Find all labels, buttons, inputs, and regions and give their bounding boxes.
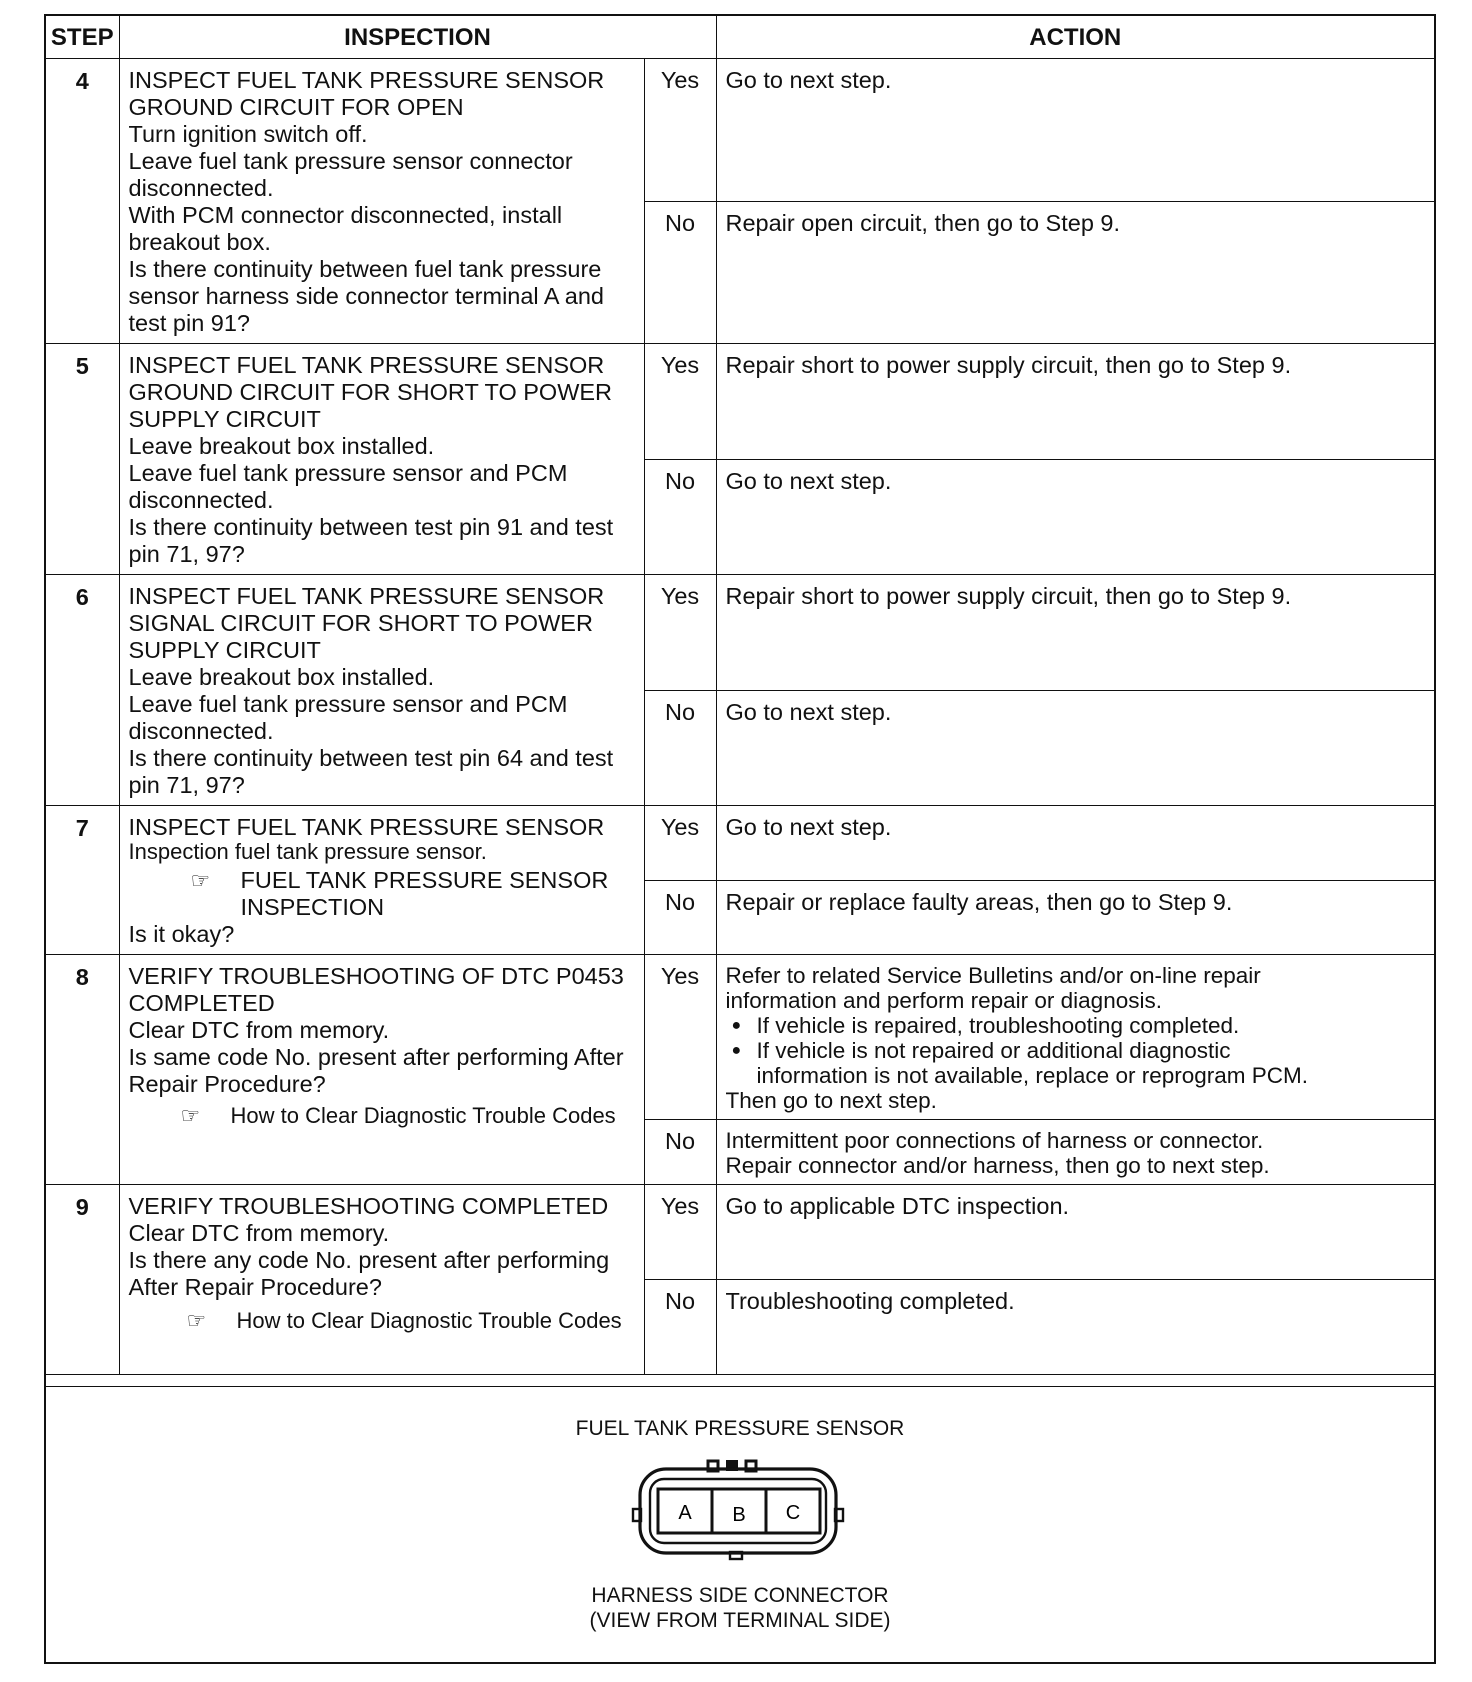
inspection-cell — [119, 59, 644, 344]
yes-label: Yes — [644, 806, 716, 881]
header-inspection: INSPECTION — [119, 16, 716, 59]
inspection-text: Turn ignition switch off. — [128, 121, 368, 147]
inspection-cell — [119, 344, 644, 575]
troubleshooting-sheet — [44, 14, 1436, 1664]
yes-label: Yes — [644, 59, 716, 202]
connector-figure — [46, 1386, 1434, 1663]
inspection-title: COMPLETED — [128, 990, 275, 1016]
inspection-title: VERIFY TROUBLESHOOTING OF DTC P0453 — [128, 963, 624, 989]
inspection-cell — [119, 955, 644, 1185]
step-number: 7 — [46, 806, 119, 955]
no-label: No — [644, 880, 716, 955]
inspection-title: INSPECT FUEL TANK PRESSURE SENSOR — [128, 67, 605, 93]
inspection-title: SUPPLY CIRCUIT — [128, 637, 321, 663]
table-row — [46, 1185, 1434, 1280]
bullet-text: ● If vehicle is not repaired or additional diagnostic — [756, 1038, 1231, 1063]
table-header-row — [46, 16, 1434, 59]
step-number: 6 — [46, 575, 119, 806]
no-action — [716, 1120, 1434, 1185]
inspection-text: sensor harness side connector terminal A and — [128, 283, 604, 309]
inspection-text: Is there continuity between fuel tank pressure — [128, 256, 602, 282]
step-number: 5 — [46, 344, 119, 575]
no-action: Go to next step. — [716, 690, 1434, 806]
yes-action — [716, 955, 1434, 1120]
step-number: 9 — [46, 1185, 119, 1375]
inspection-title: SUPPLY CIRCUIT — [128, 406, 321, 432]
inspection-text: With PCM connector disconnected, install — [128, 202, 563, 228]
yes-label: Yes — [644, 955, 716, 1120]
header-step: STEP — [46, 16, 119, 59]
table-row — [46, 806, 1434, 881]
no-action: Repair open circuit, then go to Step 9. — [716, 201, 1434, 344]
inspection-text: Is there continuity between test pin 91 and test — [128, 514, 614, 540]
inspection-text: Repair Procedure? — [128, 1071, 326, 1097]
inspection-text: Clear DTC from memory. — [128, 1017, 390, 1043]
inspection-text: Leave fuel tank pressure sensor connector — [128, 148, 573, 174]
inspection-question: Is it okay? — [128, 921, 235, 947]
inspection-title: GROUND CIRCUIT FOR SHORT TO POWER — [128, 379, 613, 405]
yes-action: Repair short to power supply circuit, then go to Step 9. — [716, 575, 1434, 691]
inspection-text: Clear DTC from memory. — [128, 1220, 390, 1246]
action-text: Repair connector and/or harness, then go to next step. — [725, 1153, 1270, 1178]
inspection-text: Is same code No. present after performing After — [128, 1044, 624, 1070]
figure-title: FUEL TANK PRESSURE SENSOR — [575, 1417, 905, 1440]
reference-link[interactable] — [129, 1102, 636, 1129]
reference-pointer-icon: ☞ — [180, 1103, 201, 1128]
no-action: Repair or replace faulty areas, then go to Step 9. — [716, 880, 1434, 955]
reference-link[interactable] — [129, 1307, 636, 1334]
yes-label: Yes — [644, 344, 716, 460]
bullet-text: information is not available, replace or reprogram PCM. — [756, 1063, 1308, 1088]
inspection-title: INSPECT FUEL TANK PRESSURE SENSOR — [128, 814, 605, 840]
inspection-text: disconnected. — [128, 175, 274, 201]
yes-action: Go to next step. — [716, 59, 1434, 202]
no-label: No — [644, 201, 716, 344]
list-item — [726, 1013, 1427, 1038]
no-action: Go to next step. — [716, 459, 1434, 575]
table-row — [46, 59, 1434, 202]
inspection-cell — [119, 575, 644, 806]
inspection-text: pin 71, 97? — [128, 772, 245, 798]
no-label: No — [644, 1120, 716, 1185]
inspection-text: Leave breakout box installed. — [128, 664, 435, 690]
inspection-text: disconnected. — [128, 718, 274, 744]
inspection-cell — [119, 806, 644, 955]
inspection-title: INSPECT FUEL TANK PRESSURE SENSOR — [128, 352, 605, 378]
reference-pointer-icon: ☞ — [190, 868, 211, 893]
inspection-text: disconnected. — [128, 487, 274, 513]
action-text: Then go to next step. — [725, 1088, 937, 1113]
table-row — [46, 955, 1434, 1120]
inspection-text: After Repair Procedure? — [128, 1274, 382, 1300]
step-number: 8 — [46, 955, 119, 1185]
inspection-text: test pin 91? — [128, 310, 251, 336]
table-row — [46, 575, 1434, 691]
inspection-text: Leave fuel tank pressure sensor and PCM — [128, 460, 568, 486]
no-label: No — [644, 459, 716, 575]
reference-text: How to Clear Diagnostic Trouble Codes — [236, 1308, 622, 1333]
terminal-b-label: B — [732, 1504, 746, 1526]
inspection-cell — [119, 1185, 644, 1375]
inspection-text: Is there any code No. present after performing — [128, 1247, 610, 1273]
reference-pointer-icon: ☞ — [186, 1308, 207, 1333]
yes-action: Go to applicable DTC inspection. — [716, 1185, 1434, 1280]
reference-text: How to Clear Diagnostic Trouble Codes — [230, 1103, 616, 1128]
caption-line: (VIEW FROM TERMINAL SIDE) — [589, 1609, 891, 1632]
inspection-text: breakout box. — [128, 229, 271, 255]
table-row — [46, 344, 1434, 460]
terminal-a-label: A — [678, 1502, 692, 1524]
list-item — [726, 1038, 1427, 1088]
header-action: ACTION — [716, 16, 1434, 59]
action-text: information and perform repair or diagnosis. — [725, 988, 1162, 1013]
action-text: Intermittent poor connections of harness or connector. — [725, 1128, 1264, 1153]
no-label: No — [644, 690, 716, 806]
inspection-title: GROUND CIRCUIT FOR OPEN — [128, 94, 464, 120]
inspection-title: INSPECT FUEL TANK PRESSURE SENSOR — [128, 583, 605, 609]
troubleshooting-table — [46, 16, 1434, 1375]
inspection-text: Is there continuity between test pin 64 and test — [128, 745, 614, 771]
yes-action: Repair short to power supply circuit, then go to Step 9. — [716, 344, 1434, 460]
yes-label: Yes — [644, 1185, 716, 1280]
reference-text: FUEL TANK PRESSURE SENSOR — [240, 867, 609, 893]
inspection-title: SIGNAL CIRCUIT FOR SHORT TO POWER — [128, 610, 593, 636]
step-number: 4 — [46, 59, 119, 344]
inspection-text: Inspection fuel tank pressure sensor. — [128, 839, 487, 864]
no-label: No — [644, 1280, 716, 1375]
inspection-text: Leave fuel tank pressure sensor and PCM — [128, 691, 568, 717]
caption-line: HARNESS SIDE CONNECTOR — [591, 1584, 889, 1607]
action-text: Refer to related Service Bulletins and/or on-line repair — [725, 963, 1261, 988]
yes-action: Go to next step. — [716, 806, 1434, 881]
bullet-text: If vehicle is repaired, troubleshooting completed. — [756, 1013, 1240, 1038]
terminal-c-label: C — [785, 1502, 801, 1524]
yes-label: Yes — [644, 575, 716, 691]
reference-link[interactable] — [129, 867, 636, 894]
action-bullet-list — [726, 1013, 1427, 1088]
bottom-tab — [730, 1552, 742, 1559]
figure-caption — [46, 1583, 1434, 1633]
inspection-text: pin 71, 97? — [128, 541, 245, 567]
no-action: Troubleshooting completed. — [716, 1280, 1434, 1375]
connector-diagram — [630, 1459, 850, 1569]
reference-text: INSPECTION — [240, 894, 385, 920]
inspection-text: Leave breakout box installed. — [128, 433, 435, 459]
inspection-title: VERIFY TROUBLESHOOTING COMPLETED — [128, 1193, 609, 1219]
